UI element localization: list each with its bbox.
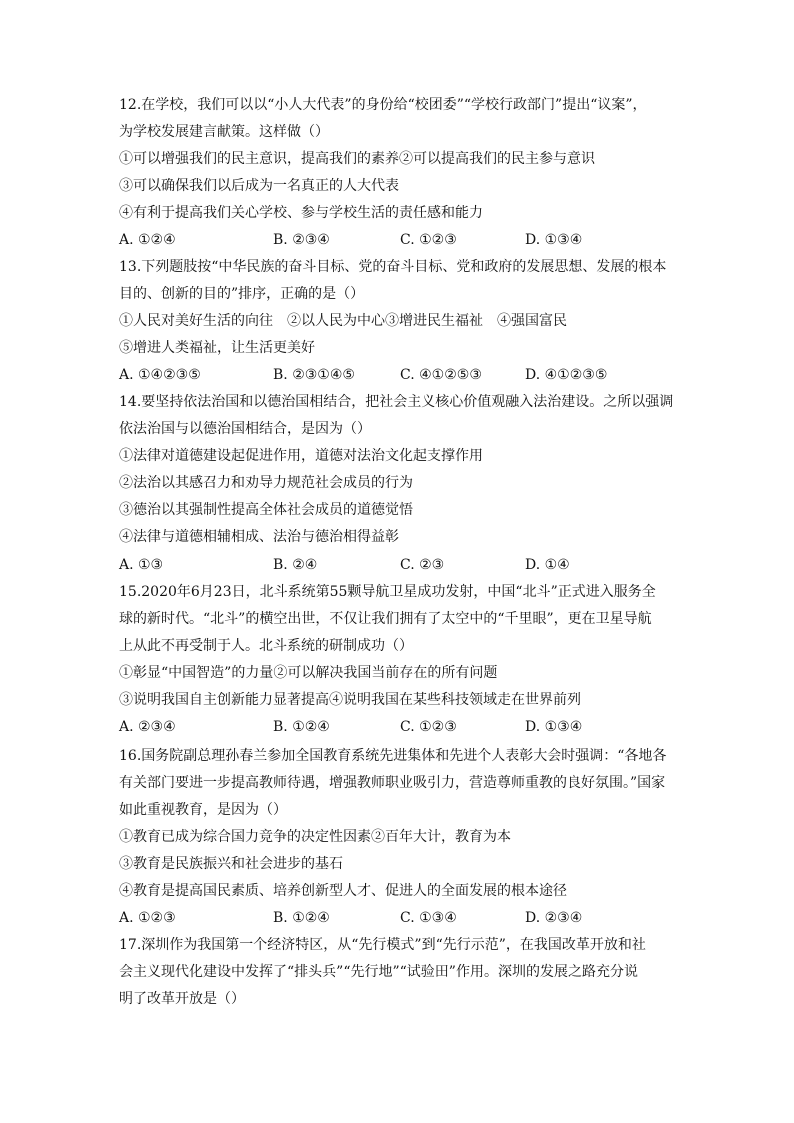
question-16-stem-line-1: 16.国务院副总理孙春兰参加全国教育系统先进集体和先进个人表彰大会时强调：“各地各 [119,748,667,764]
question-15-stem-line-3: 上从此不再受制于人。北斗系统的研制成功（） [119,638,413,654]
question-13-item-1: ①人民对美好生活的向往 ②以人民为中心③增进民生福祉 ④强国富民 [119,313,567,329]
question-14-option-d: D. ①④ [525,557,570,573]
question-17-stem-line-2: 会主义现代化建设中发挥了“排头兵”“先行地”“试验田”作用。深圳的发展之路充分说 [119,964,638,980]
question-16-option-b: B. ①②④ [273,910,330,926]
question-15-stem-line-2: 球的新时代。“北斗”的横空出世，不仅让我们拥有了太空中的“千里眼”，更在卫星导航 [119,611,652,627]
question-16-option-d: D. ②③④ [525,910,583,926]
question-17-stem-line-3: 明了改革开放是（） [119,991,245,1007]
question-14-item-3: ③德治以其强制性提高全体社会成员的道德觉悟 [119,502,413,518]
question-12-item-2: ③可以确保我们以后成为一名真正的人大代表 [119,178,399,194]
question-15-stem-line-1: 15.2020年6月23日，北斗系统第55颗导航卫星成功发射，中国“北斗”正式进入服务全 [119,584,656,600]
question-13-option-c: C. ④①②⑤③ [400,367,482,383]
question-16-stem-line-2: 有关部门要进一步提高教师待遇，增强教师职业吸引力，营造尊师重教的良好氛围。”国家 [119,775,666,791]
question-14-stem-line-2: 依法治国与以德治国相结合，是因为（） [119,421,371,437]
question-13-item-2: ⑤增进人类福祉，让生活更美好 [119,340,315,356]
question-15-option-b: B. ①②④ [273,719,330,735]
question-15-option-c: C. ①②③ [400,719,457,735]
question-14-option-b: B. ②④ [273,557,318,573]
question-12-option-c: C. ①②③ [400,232,457,248]
question-14-option-c: C. ②③ [400,557,445,573]
question-13-option-a: A. ①④②③⑤ [119,367,201,383]
question-16-item-2: ③教育是民族振兴和社会进步的基石 [119,856,343,872]
question-13-option-d: D. ④①②③⑤ [525,367,608,383]
question-14-item-4: ④法律与道德相辅相成、法治与德治相得益彰 [119,529,399,545]
question-12-option-b: B. ②③④ [273,232,330,248]
question-14-option-a: A. ①③ [119,557,164,573]
question-17-stem-line-1: 17.深圳作为我国第一个经济特区，从“先行模式”到“先行示范”，在我国改革开放和社 [119,937,646,953]
question-15-item-1: ①彰显“中国智造”的力量②可以解决我国当前存在的所有问题 [119,665,498,681]
question-12-option-d: D. ①③④ [525,232,583,248]
question-14-stem-line-1: 14.要坚持依法治国和以德治国相结合，把社会主义核心价值观融入法治建设。之所以强调 [119,394,674,410]
question-15-option-a: A. ②③④ [119,719,176,735]
question-16-item-1: ①教育已成为综合国力竞争的决定性因素②百年大计，教育为本 [119,829,511,845]
question-14-item-1: ①法律对道德建设起促进作用，道德对法治文化起支撑作用 [119,448,483,464]
question-14-item-2: ②法治以其感召力和劝导力规范社会成员的行为 [119,475,413,491]
question-12-option-a: A. ①②④ [119,232,176,248]
question-15-item-2: ③说明我国自主创新能力显著提高④说明我国在某些科技领域走在世界前列 [119,692,581,708]
question-12-stem-line-1: 12.在学校，我们可以以“小人大代表”的身份给“校团委”“学校行政部门”提出“议案”， [119,97,647,113]
question-13-stem-line-1: 13.下列题肢按“中华民族的奋斗目标、党的奋斗目标、党和政府的发展思想、发展的根本 [119,259,667,275]
question-15-option-d: D. ①③④ [525,719,583,735]
question-12-item-3: ④有利于提高我们关心学校、参与学校生活的责任感和能力 [119,205,483,221]
question-16-option-c: C. ①③④ [400,910,457,926]
question-13-option-b: B. ②③①④⑤ [273,367,355,383]
question-12-item-1: ①可以增强我们的民主意识，提高我们的素养②可以提高我们的民主参与意识 [119,151,595,167]
question-12-stem-line-2: 为学校发展建言献策。这样做（） [119,124,329,140]
question-16-stem-line-3: 如此重视教育，是因为（） [119,802,287,818]
question-13-stem-line-2: 目的、创新的目的”排序，正确的是（） [119,286,365,302]
question-16-option-a: A. ①②③ [119,910,176,926]
question-16-item-3: ④教育是提高国民素质、培养创新型人才、促进人的全面发展的根本途径 [119,883,567,899]
